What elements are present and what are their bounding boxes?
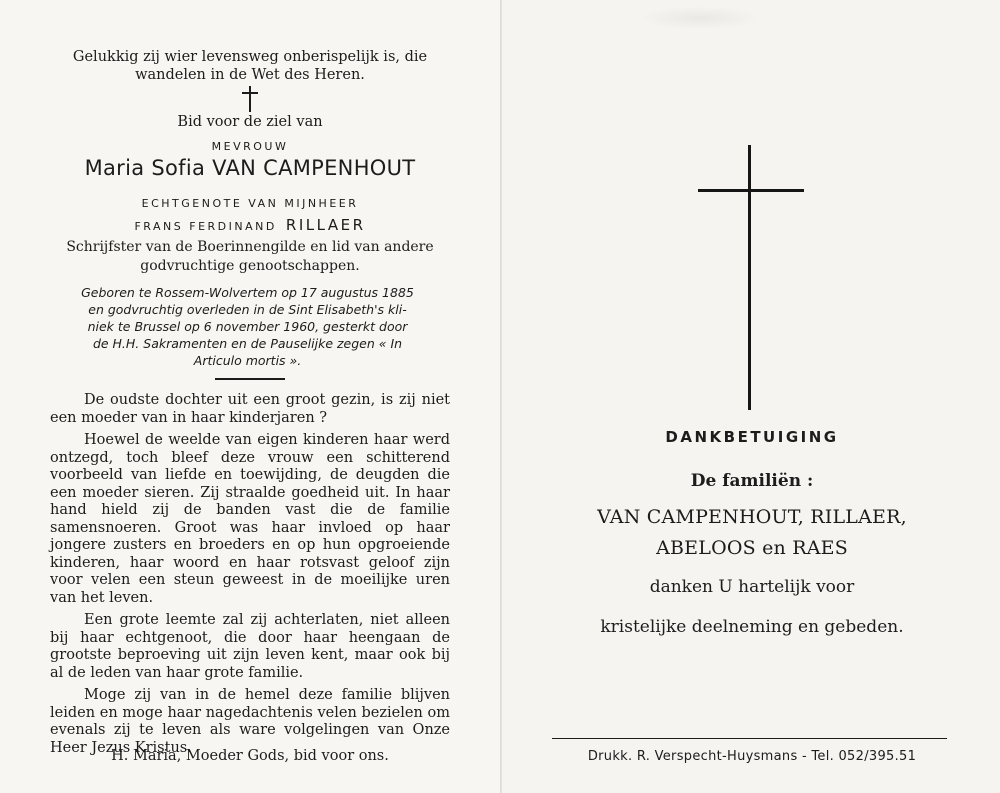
epigraph-line: wandelen in de Wet des Heren. [135, 67, 365, 83]
thanks-text-line: kristelijke deelneming en gebeden. [600, 617, 904, 637]
families-names-line: ABELOOS en RAES [656, 537, 848, 559]
husband-first-names: FRANS FERDINAND [134, 220, 277, 233]
thanks-text-line: danken U hartelijk voor [649, 577, 855, 597]
divider [215, 378, 285, 380]
cross-icon [748, 145, 751, 410]
eulogy-paragraph: De oudste dochter uit een groot gezin, is zij niet een moeder van in haar kinderjaren ? [50, 392, 450, 426]
birth-death-line: Articulo mortis ». [193, 353, 302, 368]
function-line: Schrijfster van de Boerinnengilde en lid van andere [66, 239, 434, 255]
eulogy-paragraph: Een grote leemte zal zij achterlaten, niet alleen bij haar echtgenoot, die door haar heengaan de grootste beproeving uit zijn leven kent, maar ook bij al de leden van haar grote familie. [50, 612, 450, 681]
print-bleed [640, 6, 760, 30]
families-names-line: VAN CAMPENHOUT, RILLAER, [597, 506, 907, 528]
card-fold [500, 0, 502, 793]
eulogy-paragraph: Moge zij van in de hemel deze familie blijven leiden en moge haar nagedachtenis velen bezielen om evenals zij te leven als ware volgelingen van Onze Heer Jezus Kristus. [50, 687, 450, 756]
printer-credit: Drukk. R. Verspecht-Huysmans - Tel. 052/395.51 [587, 749, 917, 764]
epigraph [50, 48, 450, 84]
birth-death-line: de H.H. Sakramenten en de Pauselijke zegen « In [92, 336, 403, 351]
dagger-icon [240, 86, 260, 112]
honorific: MEVROUW [211, 140, 289, 153]
epigraph-line: Gelukkig zij wier levensweg onberispelijk is, die [72, 49, 428, 65]
right-page [502, 0, 1000, 793]
thanks-heading: DANKBETUIGING [665, 428, 839, 446]
closing-prayer: H. Maria, Moeder Gods, bid voor ons. [111, 748, 389, 764]
birth-death-line: Geboren te Rossem-Wolvertem op 17 augustus 1885 [81, 285, 414, 300]
birth-death-line: en godvruchtig overleden in de Sint Elisabeth's kli- [88, 302, 407, 317]
birth-death-text [50, 284, 445, 369]
husband-name [40, 215, 460, 234]
families-label: De familiën : [690, 471, 814, 491]
eulogy [50, 392, 450, 762]
cross-icon-bar [698, 189, 804, 192]
eulogy-paragraph: Hoewel de weelde van eigen kinderen haar werd ontzegd, toch bleef deze vrouw een schitterend voorbeeld van liefde en toewijding, de deugden die een moeder sieren. Zij straalde goedheid uit. In haar hand hield zij de banden vast die de familie samensnoeren. Groot was haar invloed op haar jongere zusters en broeders en op hun opgroeiende kinderen, haar woord en haar rotsvast geloof zijn voor velen een steun geweest in de moeilijke uren van het leven. [50, 432, 450, 606]
printer-rule [552, 738, 947, 739]
function-line: godvruchtige genootschappen. [140, 258, 360, 274]
function-text [50, 238, 450, 276]
deceased-name: Maria Sofia VAN CAMPENHOUT [84, 156, 416, 180]
birth-death-line: niek te Brussel op 6 november 1960, gesterkt door [87, 319, 408, 334]
husband-surname: RILLAER [285, 216, 366, 234]
prayer-request: Bid voor de ziel van [177, 114, 323, 130]
spouse-intro: ECHTGENOTE VAN MIJNHEER [141, 197, 359, 210]
